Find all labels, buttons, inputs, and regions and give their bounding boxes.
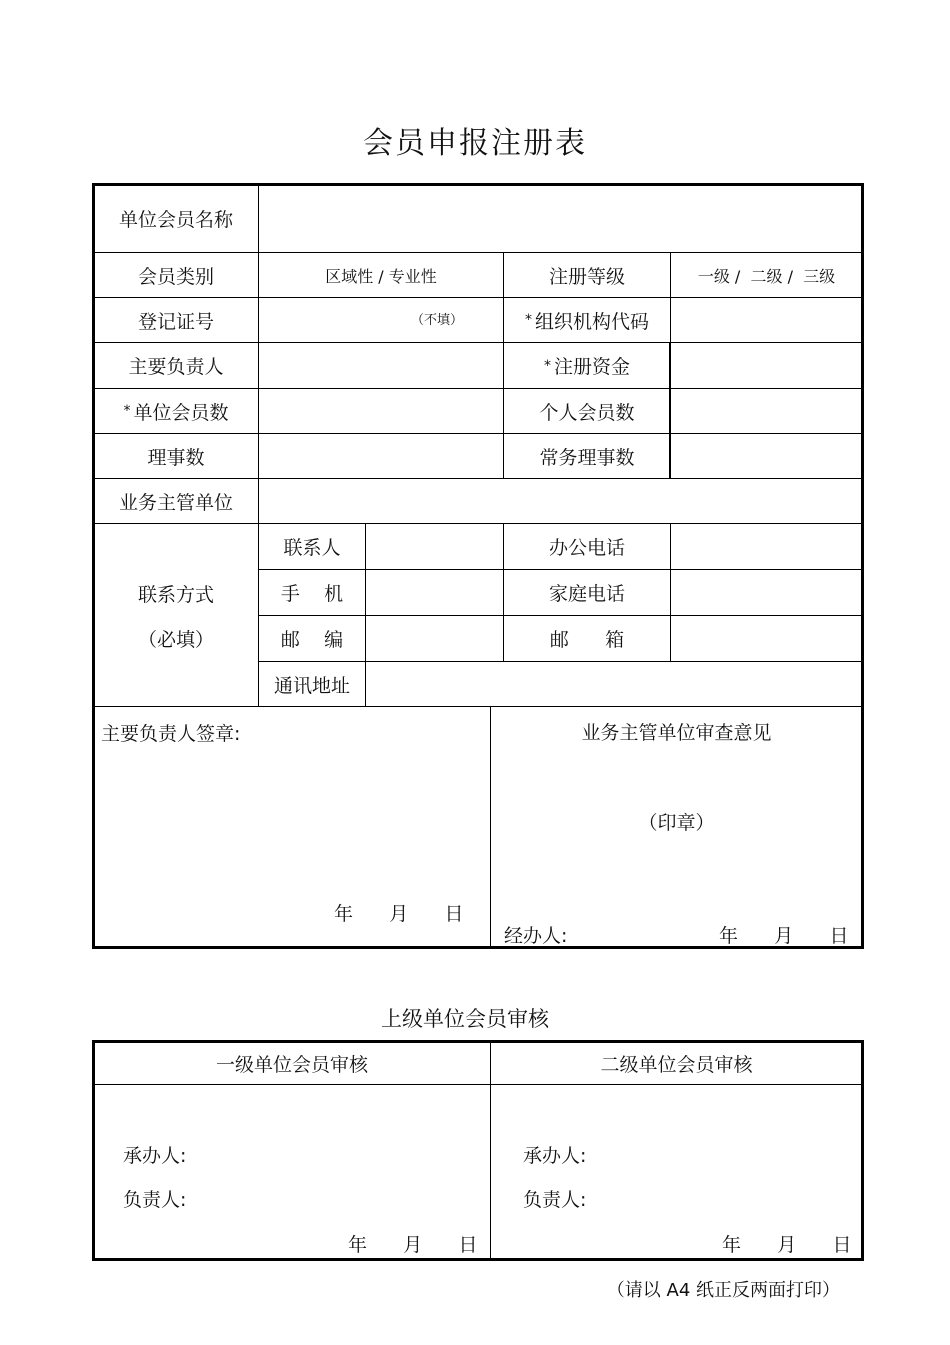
reg-level-options[interactable]: 一级 / 二级 / 三级 — [697, 266, 836, 286]
reg-level-label: 注册等级 — [548, 265, 625, 288]
member-type-options[interactable]: 区域性 / 专业性 — [325, 266, 437, 286]
row-divider — [94, 1084, 862, 1085]
first-undertaker-label: 承办人: — [123, 1145, 187, 1167]
first-level-label: 一级单位会员审核 — [215, 1054, 368, 1076]
email-field[interactable] — [671, 616, 862, 661]
supervisor-label: 业务主管单位 — [118, 491, 233, 514]
second-date: 年 月 日 — [722, 1234, 852, 1256]
upper-review-title: 上级单位会员审核 — [381, 1007, 549, 1031]
contact-person-field[interactable] — [366, 524, 503, 569]
contact-label: 联系方式 — [137, 583, 214, 606]
row-divider — [94, 706, 862, 707]
exec-directors-field[interactable] — [671, 434, 862, 478]
unit-members-text: 单位会员数 — [133, 401, 229, 424]
reg-capital-label — [504, 343, 670, 388]
page-title: 会员申报注册表 — [363, 126, 587, 161]
principal-label: 主要负责人 — [128, 356, 224, 378]
first-responsible-label: 负责人: — [123, 1189, 187, 1211]
required-mark: * — [123, 403, 131, 419]
home-phone-label: 家庭电话 — [548, 583, 625, 605]
postcode-label: 邮 编 — [280, 629, 344, 651]
unit-members-label — [94, 389, 258, 433]
directors-label: 理事数 — [147, 446, 205, 469]
directors-field[interactable] — [259, 434, 503, 478]
review-date: 年 月 日 — [719, 925, 849, 947]
principal-field[interactable] — [259, 343, 503, 388]
member-type-label: 会员类别 — [137, 265, 214, 288]
office-phone-label: 办公电话 — [548, 537, 625, 559]
org-code-field[interactable] — [671, 298, 862, 342]
supervisor-field[interactable] — [259, 479, 862, 523]
unit-name-field[interactable] — [259, 185, 862, 252]
first-date: 年 月 日 — [348, 1234, 478, 1256]
unit-name-label: 单位会员名称 — [118, 209, 233, 231]
contact-person-label: 联系人 — [283, 537, 341, 559]
print-note: （请以 A4 纸正反两面打印） — [606, 1280, 840, 1301]
reg-capital-text: 注册资金 — [553, 356, 630, 378]
seal-label: （印章） — [638, 811, 715, 834]
second-responsible-label: 负责人: — [523, 1189, 587, 1211]
unit-members-field[interactable] — [259, 389, 503, 433]
reg-cert-note: （不填） — [410, 312, 463, 328]
address-field[interactable] — [366, 662, 862, 706]
home-phone-field[interactable] — [671, 570, 862, 615]
required-mark: * — [543, 357, 551, 374]
exec-directors-label: 常务理事数 — [539, 446, 635, 469]
second-undertaker-label: 承办人: — [523, 1145, 587, 1167]
contact-required-note: （必填） — [137, 628, 214, 651]
office-phone-field[interactable] — [671, 524, 862, 569]
review-label: 业务主管单位审查意见 — [581, 721, 772, 744]
handler-label: 经办人: — [504, 925, 568, 947]
second-level-label: 二级单位会员审核 — [600, 1054, 753, 1076]
mobile-field[interactable] — [366, 570, 503, 615]
required-mark: * — [524, 312, 532, 328]
reg-cert-field[interactable] — [259, 298, 503, 342]
mobile-label: 手 机 — [280, 583, 344, 605]
individual-members-label: 个人会员数 — [539, 401, 635, 424]
reg-cert-label: 登记证号 — [137, 310, 214, 333]
signature-label: 主要负责人签章: — [101, 723, 241, 745]
org-code-label — [504, 298, 670, 342]
address-label: 通讯地址 — [273, 674, 350, 697]
signature-date: 年 月 日 — [334, 903, 464, 925]
org-code-text: 组织机构代码 — [534, 310, 649, 333]
postcode-field[interactable] — [366, 616, 503, 661]
reg-capital-field[interactable] — [671, 343, 862, 388]
individual-members-field[interactable] — [671, 389, 862, 433]
signature-area[interactable] — [96, 745, 488, 895]
email-label: 邮 箱 — [549, 629, 625, 651]
